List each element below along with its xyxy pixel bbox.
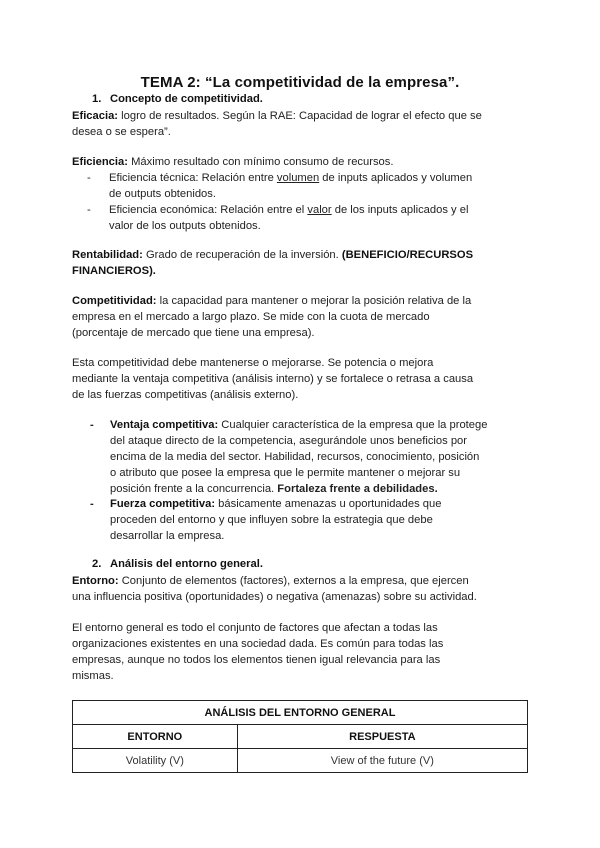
competitividad-label: Competitividad:: [72, 295, 157, 307]
table-cell: Volatility (V): [73, 749, 238, 773]
table-row: [73, 749, 528, 773]
section-heading-1: [92, 93, 263, 105]
section-number: 1.: [92, 93, 102, 105]
column-header-respuesta: RESPUESTA: [237, 725, 527, 749]
section-number: 2.: [92, 558, 102, 570]
list-item: - Eficiencia técnica: Relación entre volumen de inputs aplicados y volumen de outputs obtenidos.: [87, 172, 473, 200]
eficiencia-paragraph: Eficiencia: Máximo resultado con mínimo consumo de recursos.: [72, 156, 394, 168]
eficacia-paragraph: Eficacia: logro de resultados. Según la RAE: Capacidad de lograr el efecto que se desea o se espera”.: [72, 110, 482, 138]
entorno-general-paragraph: El entorno general es todo el conjunto de factores que afectan a todas las organizaciones existentes en una sociedad dada. Es común para todas las empresas, aunque no todos los elementos tienen igual relevancia para las mismas.: [72, 622, 444, 682]
entorno-paragraph: Entorno: Conjunto de elementos (factores), externos a la empresa, que ejercen una influencia positiva (oportunidades) o negativa (amenazas) sobre su actividad.: [72, 575, 477, 603]
list-item: - Eficiencia económica: Relación entre el valor de los inputs aplicados y el valor de los outputs obtenidos.: [87, 204, 469, 232]
entorno-label: Entorno:: [72, 575, 119, 587]
page-title: TEMA 2: “La competitividad de la empresa”.: [140, 74, 460, 91]
rentabilidad-paragraph: Rentabilidad: Grado de recuperación de la inversión. (BENEFICIO/RECURSOS FINANCIEROS).: [72, 249, 474, 277]
eficiencia-label: Eficiencia:: [72, 156, 128, 168]
fuerza-label: Fuerza competitiva:: [110, 498, 216, 510]
ventaja-label: Ventaja competitiva:: [110, 419, 219, 431]
column-header-entorno: ENTORNO: [73, 725, 238, 749]
rentabilidad-label: Rentabilidad:: [72, 249, 143, 261]
section-heading-2: [92, 558, 263, 570]
table-title: ANÁLISIS DEL ENTORNO GENERAL: [73, 701, 528, 725]
fuerza-bullet: - Fuerza competitiva: básicamente amenazas u oportunidades que proceden del entorno y que influyen sobre la estrategia que debe desarrollar la empresa.: [90, 498, 442, 542]
ventaja-bullet: - Ventaja competitiva: Cualquier característica de la empresa que la protege del ataque directo de la competencia, asegurándole unos beneficios por encima de la media del sector. Habilidad, recursos, conocimiento, posición o atributo que posee la empresa que le permite mantener o mejorar su posición frente a la concurrencia. Fortaleza frente a debilidades.: [90, 419, 488, 495]
entorno-table: [72, 700, 528, 773]
potencia-paragraph: Esta competitividad debe mantenerse o mejorarse. Se potencia o mejora mediante la ventaja competitiva (análisis interno) y se fortalece o retrasa a causa de las fuerzas competitivas (análisis externo).: [72, 357, 474, 401]
section-title: Análisis del entorno general.: [110, 558, 263, 570]
table-cell: View of the future (V): [237, 749, 527, 773]
competitividad-paragraph: Competitividad: la capacidad para mantener o mejorar la posición relativa de la empresa en el mercado a largo plazo. Se mide con la cuota de mercado (porcentaje de mercado que tiene una empresa).: [72, 295, 472, 339]
section-title: Concepto de competitividad.: [110, 93, 263, 105]
eficacia-label: Eficacia:: [72, 110, 119, 122]
